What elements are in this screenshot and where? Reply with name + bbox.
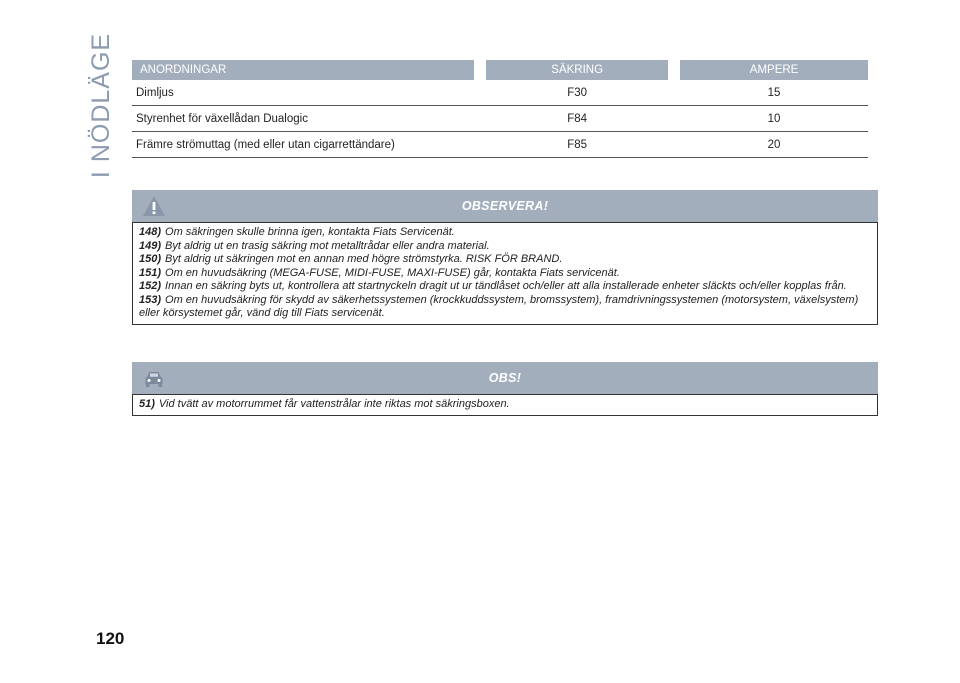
obs-notes (132, 394, 878, 416)
obs-box (132, 362, 878, 416)
note-text: Om säkringen skulle brinna igen, kontakta Fiats Servicenät. (165, 226, 455, 238)
warning-notes (132, 222, 878, 325)
fuse-table (132, 60, 868, 158)
obs-header (132, 362, 878, 394)
cell-device: Främre strömuttag (med eller utan cigarrettändare) (136, 138, 395, 151)
warning-title: OBSERVERA! (461, 199, 549, 213)
car-icon (142, 366, 166, 390)
cell-fuse: F30 (567, 86, 588, 99)
warning-box (132, 190, 878, 325)
header-fuse: SÄKRING (486, 60, 668, 80)
table-row (132, 132, 868, 158)
note-number: 148) (139, 226, 162, 238)
cell-fuse: F85 (567, 138, 588, 151)
cell-ampere: 20 (767, 138, 781, 151)
note-text: Innan en säkring byts ut, kontrollera att startnyckeln dragit ut ur tändlåset och/eller att alla installerade enheter släckts och/eller kopplas från. (165, 280, 847, 292)
list-item (139, 280, 871, 294)
note-number: 153) (139, 293, 162, 306)
warning-header (132, 190, 878, 222)
header-devices: ANORDNINGAR (132, 60, 474, 80)
section-title-text: I NÖDLÄGE (87, 32, 116, 178)
note-number: 151) (139, 266, 162, 279)
obs-title: OBS! (488, 371, 522, 385)
note-text: Byt aldrig ut en trasig säkring mot metalltrådar eller andra material. (165, 239, 490, 252)
table-header (132, 60, 868, 80)
note-number: 150) (139, 253, 162, 265)
note-text: Vid tvätt av motorrummet får vattenstrålar inte riktas mot säkringsboxen. (158, 398, 510, 410)
list-item (139, 267, 871, 281)
warning-triangle-icon (142, 194, 166, 218)
list-item (139, 253, 871, 267)
list-item (139, 398, 871, 412)
header-ampere: AMPERE (680, 60, 868, 80)
note-number: 152) (139, 280, 162, 292)
cell-ampere: 15 (767, 86, 781, 99)
list-item (139, 226, 871, 240)
table-row (132, 106, 868, 132)
cell-ampere: 10 (767, 112, 781, 125)
cell-device: Dimljus (136, 86, 174, 99)
note-number: 149) (139, 239, 162, 252)
note-number: 51) (139, 398, 155, 410)
table-row (132, 80, 868, 106)
cell-fuse: F84 (567, 112, 588, 125)
list-item (139, 294, 871, 321)
section-title (84, 32, 120, 178)
page-number: 120 (96, 629, 125, 648)
note-text: Byt aldrig ut säkringen mot en annan med högre strömstyrka. RISK FÖR BRAND. (165, 253, 563, 265)
cell-device: Styrenhet för växellådan Dualogic (136, 112, 308, 125)
note-text: Om en huvudsäkring för skydd av säkerhetssystemen (krockkuddssystem, bromssystem), framdrivningssystemen (motorsystem, växelsystem) eller körsystemet går, vänd dig till Fiats servicenät. (139, 293, 859, 319)
list-item (139, 240, 871, 254)
note-text: Om en huvudsäkring (MEGA-FUSE, MIDI-FUSE, MAXI-FUSE) går, kontakta Fiats servicenät. (165, 266, 620, 279)
